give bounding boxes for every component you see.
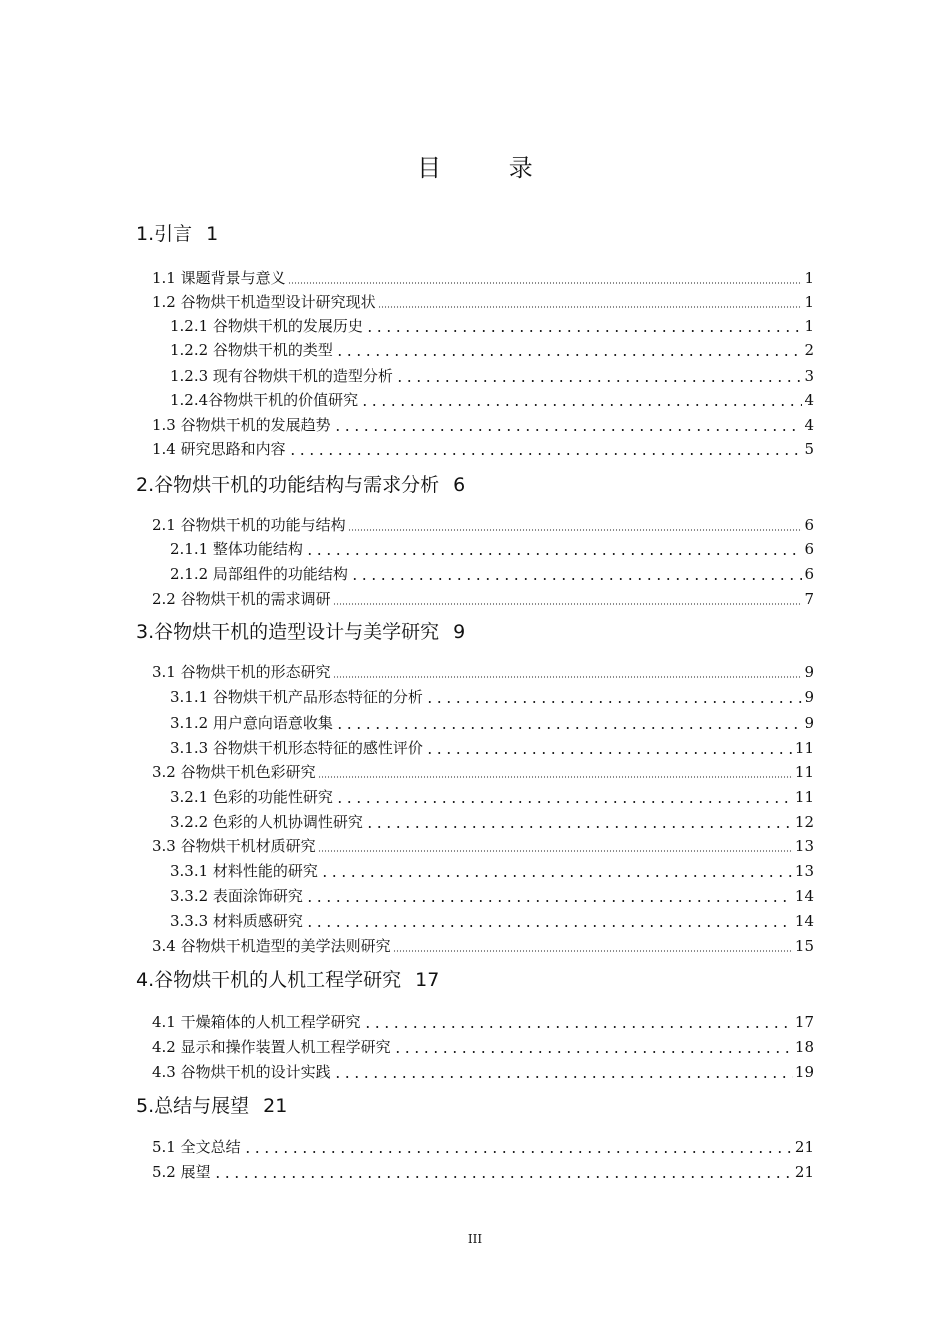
toc-section-entry[interactable] [152,515,814,535]
toc-chapter-page: 6 [453,474,466,496]
dot-leader [395,380,803,382]
toc-entry-title: 3.3.2 表面涂饰研究 [170,887,303,905]
dot-leader [213,1176,793,1178]
toc-entry-page: 14 [794,887,814,905]
toc-entry-page: 6 [804,540,814,558]
toc-chapter-title: 1.引言 [136,223,193,245]
toc-entry-title: 3.1 谷物烘干机的形态研究 [152,663,331,681]
toc-subsection-entry[interactable] [170,738,814,758]
dot-leader [378,306,803,308]
toc-subsection-entry[interactable] [170,340,814,360]
toc-entry-title: 3.1.3 谷物烘干机形态特征的感性评价 [170,739,423,757]
dot-leader [350,578,803,580]
toc-chapter-title: 2.谷物烘干机的功能结构与需求分析 [136,474,440,496]
toc-chapter-entry[interactable] [136,1094,287,1118]
toc-chapter-page: 17 [415,969,440,991]
toc-section-entry[interactable] [152,589,814,609]
dot-leader [320,875,793,877]
toc-entry-title: 2.1.1 整体功能结构 [170,540,303,558]
toc-entry-title: 4.3 谷物烘干机的设计实践 [152,1063,331,1081]
toc-section-entry[interactable] [152,292,814,312]
toc-entry-title: 3.2 谷物烘干机色彩研究 [152,763,316,781]
dot-leader [333,1076,793,1078]
toc-chapter-entry[interactable] [136,968,439,992]
toc-subsection-entry[interactable] [170,390,814,410]
toc-entry-page: 1 [804,269,814,287]
toc-entry-page: 1 [804,293,814,311]
dot-leader [335,727,803,729]
toc-subsection-entry[interactable] [170,787,814,807]
dot-leader [425,752,793,754]
toc-entry-title: 3.3.1 材料性能的研究 [170,862,318,880]
dot-leader [318,850,793,852]
toc-entry-page: 21 [794,1138,814,1156]
dot-leader [363,1026,793,1028]
toc-entry-title: 3.3 谷物烘干机材质研究 [152,837,316,855]
dot-leader [393,950,793,952]
toc-section-entry[interactable] [152,1037,814,1057]
toc-section-entry[interactable] [152,1012,814,1032]
toc-entry-title: 3.2.1 色彩的功能性研究 [170,788,333,806]
toc-entry-title: 4.2 显示和操作装置人机工程学研究 [152,1038,391,1056]
toc-entry-page: 1 [804,317,814,335]
toc-chapter-page: 9 [453,621,466,643]
toc-entry-title: 3.2.2 色彩的人机协调性研究 [170,813,363,831]
toc-subsection-entry[interactable] [170,713,814,733]
toc-entry-title: 2.1.2 局部组件的功能结构 [170,565,348,583]
dot-leader [305,553,803,555]
toc-entry-title: 3.4 谷物烘干机造型的美学法则研究 [152,937,391,955]
toc-chapter-entry[interactable] [136,222,218,246]
toc-entry-title: 1.2.2 谷物烘干机的类型 [170,341,333,359]
dot-leader [365,826,793,828]
toc-entry-page: 18 [794,1038,814,1056]
toc-entry-title: 4.1 干燥箱体的人机工程学研究 [152,1013,361,1031]
toc-entry-page: 13 [794,862,814,880]
toc-entry-page: 11 [794,788,814,806]
toc-section-entry[interactable] [152,662,814,682]
toc-section-entry[interactable] [152,415,814,435]
toc-section-entry[interactable] [152,439,814,459]
toc-entry-page: 17 [794,1013,814,1031]
dot-leader [333,603,803,605]
dot-leader [243,1151,793,1153]
toc-entry-title: 1.3 谷物烘干机的发展趋势 [152,416,331,434]
dot-leader [305,925,793,927]
toc-section-entry[interactable] [152,836,814,856]
toc-entry-title: 1.2.3 现有谷物烘干机的造型分析 [170,367,393,385]
toc-entry-title: 2.2 谷物烘干机的需求调研 [152,590,331,608]
toc-entry-page: 12 [794,813,814,831]
toc-entry-title: 3.1.2 用户意向语意收集 [170,714,333,732]
dot-leader [318,776,793,778]
toc-chapter-entry[interactable] [136,620,465,644]
dot-leader [288,453,803,455]
toc-subsection-entry[interactable] [170,564,814,584]
dot-leader [365,330,803,332]
toc-section-entry[interactable] [152,1137,814,1157]
toc-entry-title: 1.1 课题背景与意义 [152,269,286,287]
toc-entry-page: 19 [794,1063,814,1081]
toc-entry-page: 11 [794,763,814,781]
toc-chapter-entry[interactable] [136,473,465,497]
toc-entry-title: 3.1.1 谷物烘干机产品形态特征的分析 [170,688,423,706]
dot-leader [348,529,803,531]
dot-leader [288,282,803,284]
toc-entry-page: 9 [804,714,814,732]
toc-entry-title: 1.2 谷物烘干机造型设计研究现状 [152,293,376,311]
toc-entry-page: 2 [804,341,814,359]
toc-entry-page: 9 [804,688,814,706]
dot-leader [335,354,803,356]
toc-entry-page: 4 [804,391,814,409]
toc-section-entry[interactable] [152,1062,814,1082]
toc-chapter-title: 5.总结与展望 [136,1095,250,1117]
toc-subsection-entry[interactable] [170,886,814,906]
toc-subsection-entry[interactable] [170,911,814,931]
toc-entry-title: 1.2.4谷物烘干机的价值研究 [170,391,359,409]
dot-leader [333,676,803,678]
toc-chapter-page: 21 [263,1095,288,1117]
toc-subsection-entry[interactable] [170,539,814,559]
toc-entry-title: 1.2.1 谷物烘干机的发展历史 [170,317,363,335]
toc-subsection-entry[interactable] [170,861,814,881]
dot-leader [335,801,793,803]
toc-entry-page: 15 [794,937,814,955]
toc-entry-title: 2.1 谷物烘干机的功能与结构 [152,516,346,534]
toc-subsection-entry[interactable] [170,366,814,386]
toc-entry-page: 11 [794,739,814,757]
toc-entry-page: 9 [804,663,814,681]
toc-section-entry[interactable] [152,1162,814,1182]
toc-subsection-entry[interactable] [170,812,814,832]
toc-entry-page: 4 [804,416,814,434]
page-number: III [467,1232,483,1246]
toc-entry-title: 5.2 展望 [152,1163,211,1181]
dot-leader [333,429,803,431]
toc-subsection-entry[interactable] [170,687,814,707]
toc-section-entry[interactable] [152,762,814,782]
dot-leader [393,1051,793,1053]
toc-section-entry[interactable] [152,936,814,956]
toc-chapter-page: 1 [206,223,219,245]
toc-entry-page: 6 [804,516,814,534]
toc-entry-title: 1.4 研究思路和内容 [152,440,286,458]
toc-entry-title: 5.1 全文总结 [152,1138,241,1156]
dot-leader [305,900,793,902]
toc-chapter-title: 3.谷物烘干机的造型设计与美学研究 [136,621,440,643]
toc-entry-page: 7 [804,590,814,608]
toc-subsection-entry[interactable] [170,316,814,336]
dot-leader [360,404,802,406]
toc-chapter-title: 4.谷物烘干机的人机工程学研究 [136,969,402,991]
page-title: 目 录 [417,154,563,182]
toc-entry-page: 13 [794,837,814,855]
toc-entry-page: 6 [804,565,814,583]
toc-entry-page: 21 [794,1163,814,1181]
dot-leader [425,701,803,703]
toc-entry-page: 5 [804,440,814,458]
toc-entry-title: 3.3.3 材料质感研究 [170,912,303,930]
toc-entry-page: 14 [794,912,814,930]
toc-entry-page: 3 [804,367,814,385]
toc-section-entry[interactable] [152,268,814,288]
